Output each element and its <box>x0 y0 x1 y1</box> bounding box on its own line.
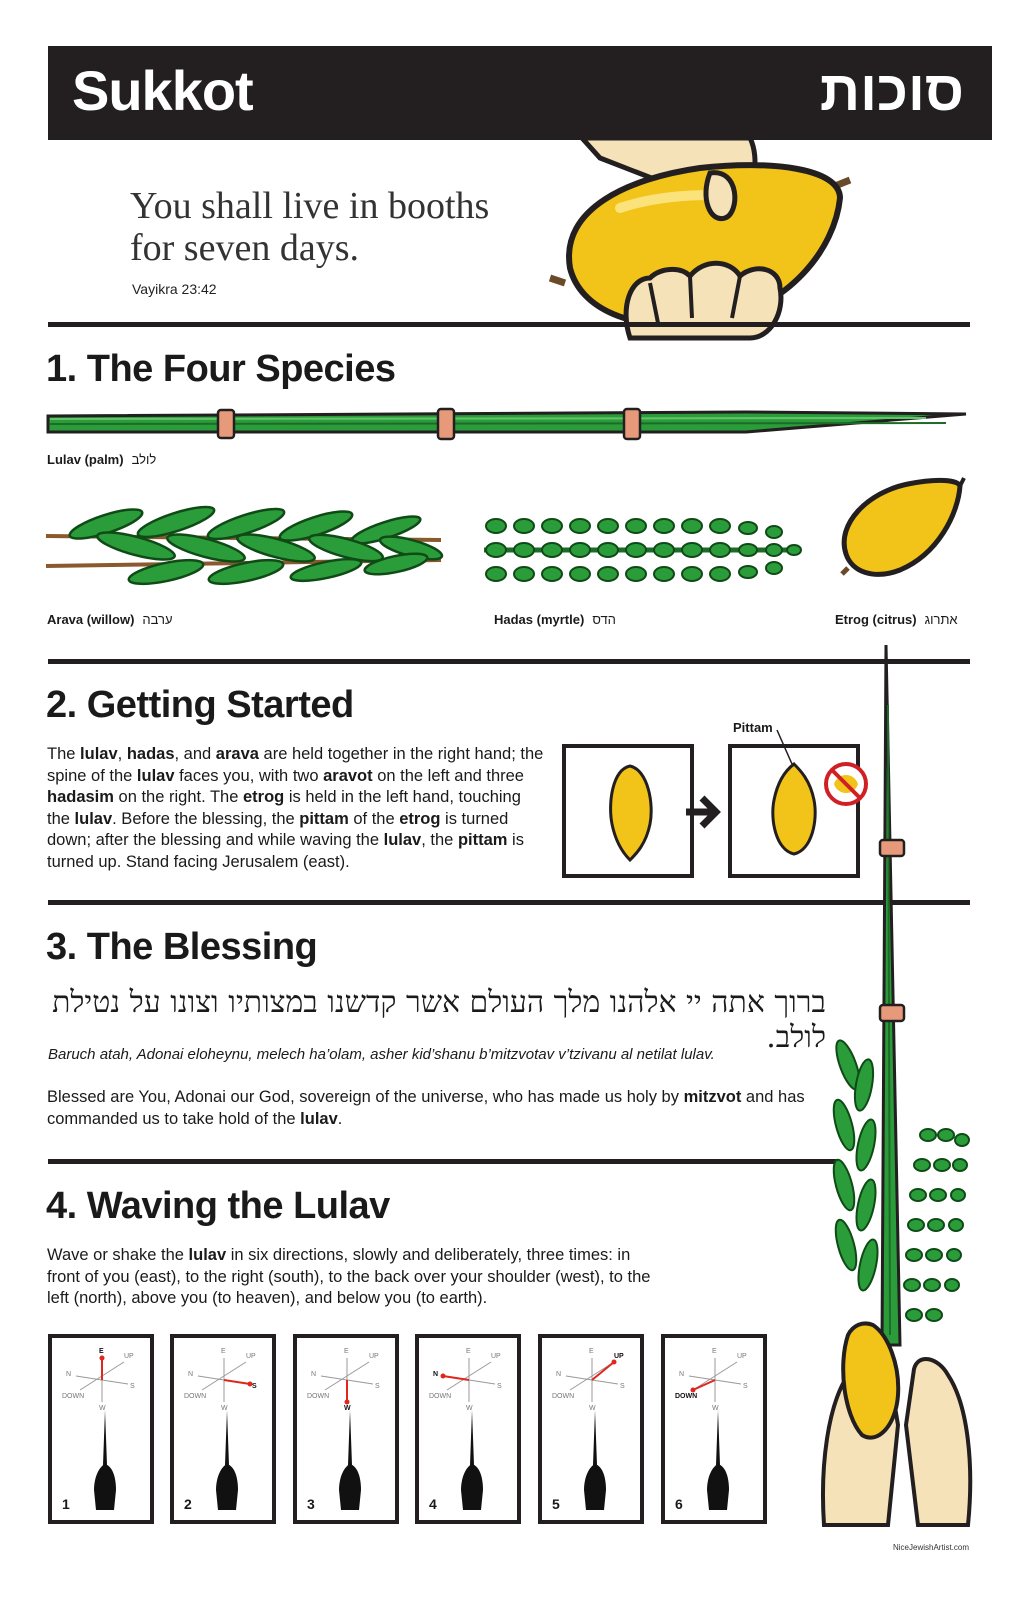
svg-text:E: E <box>589 1348 594 1355</box>
quote-line-2: for seven days. <box>130 227 359 269</box>
step-number: 1 <box>62 1496 70 1512</box>
svg-text:N: N <box>556 1371 562 1378</box>
svg-text:N: N <box>311 1371 317 1378</box>
svg-text:W: W <box>466 1405 473 1412</box>
svg-text:UP: UP <box>246 1353 256 1360</box>
svg-text:N: N <box>66 1371 72 1378</box>
hadas-name: Hadas (myrtle) <box>494 612 585 627</box>
getting-started-text: The lulav, hadas, and arava are held together in the right hand; the spine of the lulav faces you, with two aravot on the left and three hadasim on the right. The etrog is held in the left hand, touching the lulav. Before the blessing, the pittam of the etrog is turned down; after the blessing and while waving the lulav, the pittam is turned up. Stand facing Jerusalem (east). <box>47 745 544 871</box>
waving-step-6 <box>661 1334 767 1524</box>
svg-text:W: W <box>99 1405 106 1412</box>
waving-step-3 <box>293 1334 399 1524</box>
step-number: 2 <box>184 1496 192 1512</box>
quote-line-1: You shall live in booths <box>130 185 490 227</box>
lulav-label <box>47 452 156 467</box>
svg-text:W: W <box>589 1405 596 1412</box>
svg-text:S: S <box>252 1383 257 1390</box>
svg-text:UP: UP <box>737 1353 747 1360</box>
hadas-hebrew: הדס <box>592 612 616 627</box>
svg-text:UP: UP <box>614 1353 624 1360</box>
svg-text:E: E <box>344 1348 349 1355</box>
lulav-silhouette <box>335 1410 365 1510</box>
svg-text:N: N <box>679 1371 685 1378</box>
lulav-name: Lulav (palm) <box>47 452 124 467</box>
arava-label <box>47 612 173 627</box>
svg-text:S: S <box>743 1383 748 1390</box>
svg-text:W: W <box>712 1405 719 1412</box>
compass-diagram <box>62 1344 142 1412</box>
section-heading-getting-started: 2. Getting Started <box>46 684 354 726</box>
svg-text:DOWN: DOWN <box>552 1393 575 1400</box>
lulav-silhouette <box>212 1410 242 1510</box>
blessing-translation: Blessed are You, Adonai our God, sovereign of the universe, who has made us holy by mitzvot and has commanded us to take hold of the lulav. <box>47 1088 805 1128</box>
svg-text:N: N <box>433 1371 439 1378</box>
svg-text:UP: UP <box>124 1353 134 1360</box>
etrog-name: Etrog (citrus) <box>835 612 917 627</box>
quote-source: Vayikra 23:42 <box>132 281 217 297</box>
arava-hebrew: ערבה <box>142 612 173 627</box>
divider <box>48 322 970 327</box>
section-heading-four-species: 1. The Four Species <box>46 348 396 390</box>
lulav-silhouette <box>580 1410 610 1510</box>
divider <box>48 1159 838 1164</box>
waving-step-4 <box>415 1334 521 1524</box>
svg-text:DOWN: DOWN <box>62 1393 85 1400</box>
compass-diagram <box>184 1344 264 1412</box>
lulav-silhouette <box>703 1410 733 1510</box>
credit: NiceJewishArtist.com <box>892 1543 969 1552</box>
lulav-illustration <box>46 406 968 442</box>
waving-text: Wave or shake the lulav in six directions, slowly and deliberately, three times: in front of you (east), to the right (south), to the back over your shoulder (west), to the left (north), above you (to heaven), and below you (to earth). <box>47 1246 651 1307</box>
step-number: 6 <box>675 1496 683 1512</box>
step-number: 4 <box>429 1496 437 1512</box>
lulav-silhouette <box>457 1410 487 1510</box>
section-heading-blessing: 3. The Blessing <box>46 926 318 968</box>
svg-text:DOWN: DOWN <box>184 1393 207 1400</box>
svg-text:E: E <box>712 1348 717 1355</box>
title-bar <box>48 46 992 140</box>
svg-text:DOWN: DOWN <box>307 1393 330 1400</box>
svg-text:W: W <box>344 1405 351 1412</box>
svg-text:E: E <box>221 1348 226 1355</box>
etrog-in-hand-illustration <box>540 138 870 338</box>
waving-step-2 <box>170 1334 276 1524</box>
compass-diagram <box>429 1344 509 1412</box>
compass-diagram <box>675 1344 755 1412</box>
waving-step-5 <box>538 1334 644 1524</box>
etrog-label <box>835 612 958 627</box>
arava-illustration <box>46 500 456 590</box>
svg-text:E: E <box>99 1348 104 1355</box>
svg-text:S: S <box>130 1383 135 1390</box>
page-title: Sukkot <box>72 59 253 122</box>
svg-text:UP: UP <box>369 1353 379 1360</box>
svg-text:E: E <box>466 1348 471 1355</box>
svg-text:DOWN: DOWN <box>429 1393 452 1400</box>
svg-text:UP: UP <box>491 1353 501 1360</box>
page-title-hebrew: סוכות <box>819 59 964 122</box>
svg-text:DOWN: DOWN <box>675 1393 698 1400</box>
blessing-transliteration: Baruch atah, Adonai eloheynu, melech ha’olam, asher kid’shanu b’mitzvotav v’tzivanu al netilat lulav. <box>48 1046 715 1063</box>
hadas-illustration <box>484 508 804 592</box>
compass-diagram <box>307 1344 387 1412</box>
svg-text:N: N <box>188 1371 194 1378</box>
svg-text:S: S <box>375 1383 380 1390</box>
quote <box>130 185 550 269</box>
etrog-illustration <box>838 474 968 582</box>
svg-text:S: S <box>620 1383 625 1390</box>
svg-text:W: W <box>221 1405 228 1412</box>
compass-diagram <box>552 1344 632 1412</box>
lulav-hebrew: לולב <box>131 452 157 467</box>
lulav-bundle-illustration <box>818 645 978 1530</box>
step-number: 5 <box>552 1496 560 1512</box>
lulav-silhouette <box>90 1410 120 1510</box>
arava-name: Arava (willow) <box>47 612 135 627</box>
waving-step-1 <box>48 1334 154 1524</box>
blessing-hebrew: ברוך אתה יי אלהנו מלך העולם אשר קדשנו במצותיו וצונו על נטילת לולב. <box>52 985 826 1055</box>
svg-text:S: S <box>497 1383 502 1390</box>
pittam-label: Pittam <box>733 720 773 735</box>
section-heading-waving: 4. Waving the Lulav <box>46 1185 390 1227</box>
step-number: 3 <box>307 1496 315 1512</box>
etrog-hebrew: אתרוג <box>924 612 958 627</box>
hadas-label <box>494 612 616 627</box>
